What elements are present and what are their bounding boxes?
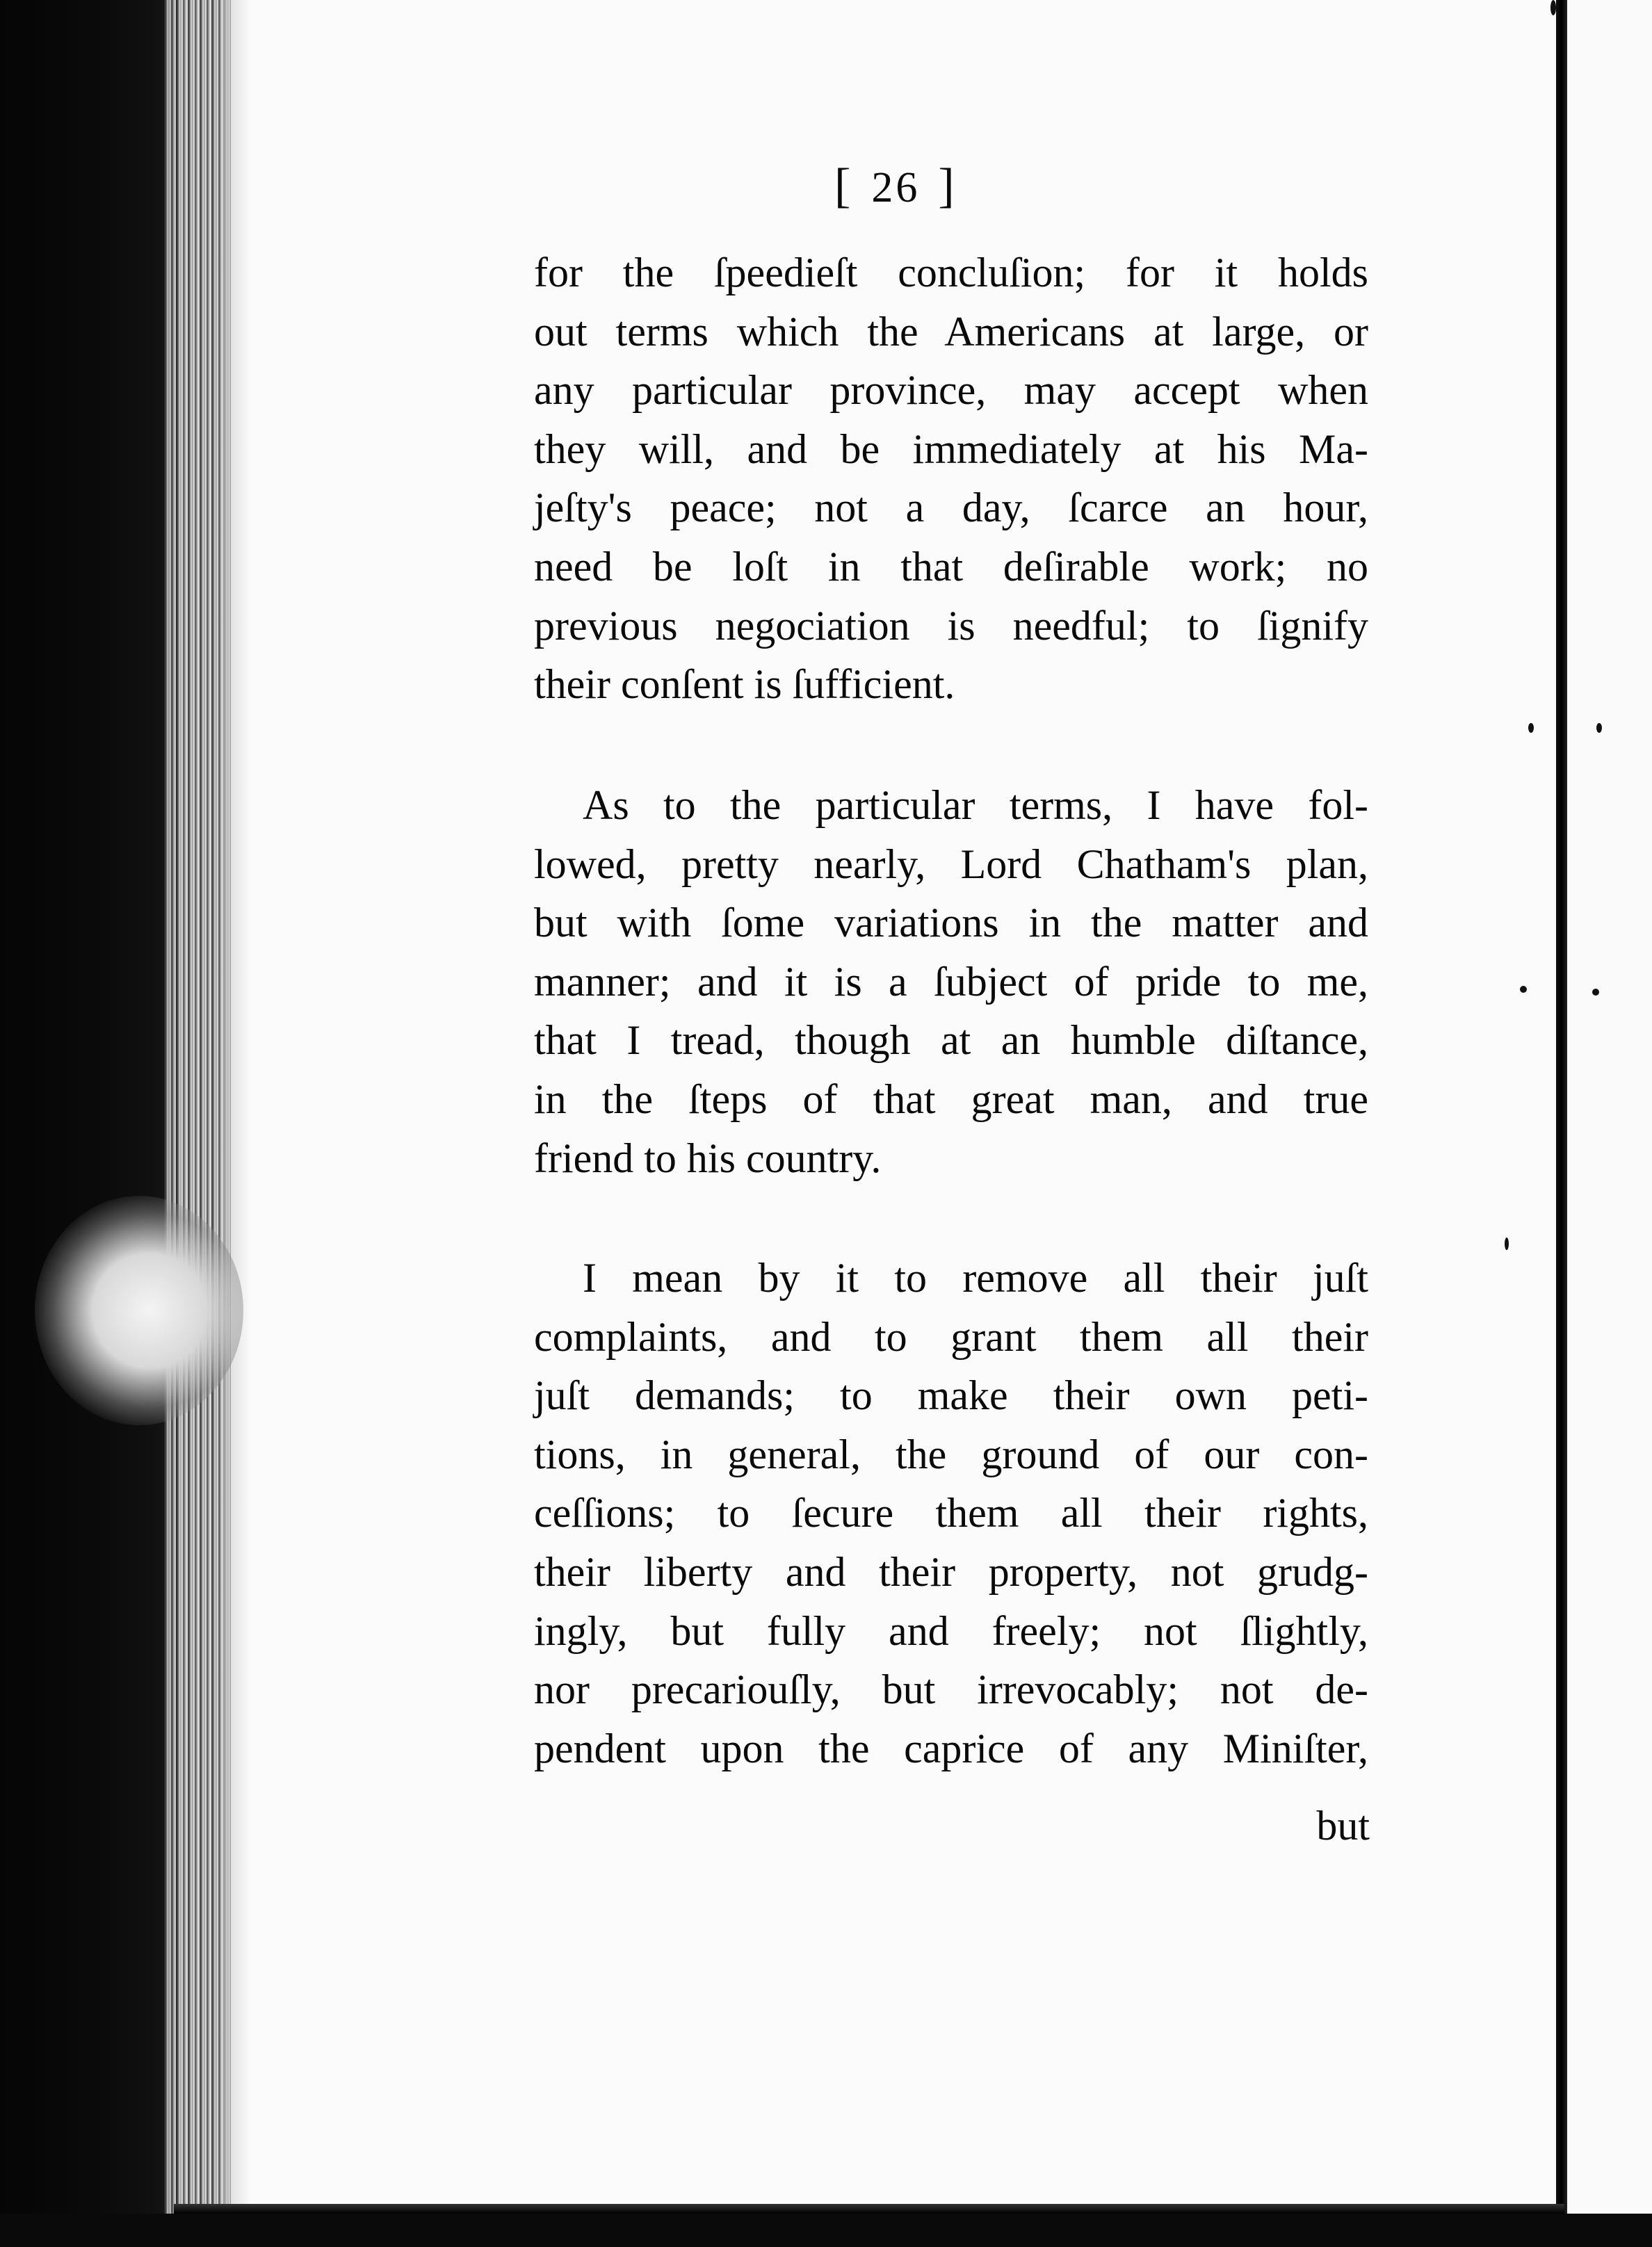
text-line: previous negociation is needful; to ſignify [534, 602, 1368, 649]
ink-speck [1520, 986, 1527, 993]
text-line: any particular province, may accept when [534, 367, 1368, 414]
text-line: complaints, and to grant them all their [534, 1313, 1368, 1360]
text-line: friend to his country. [534, 1135, 882, 1181]
right-margin [1567, 0, 1652, 2247]
text-line: their liberty and their property, not grudg- [534, 1548, 1368, 1595]
ink-speck [1596, 723, 1602, 733]
paragraph-1 [534, 243, 1368, 714]
gutter-shadow [222, 0, 250, 2247]
text-line: ceſſions; to ſecure them all their rights, [534, 1490, 1368, 1536]
ink-speck [1592, 989, 1599, 996]
page-gutter [164, 0, 231, 2247]
paragraph-2 [534, 776, 1368, 1187]
bottom-page-edge [174, 2204, 1564, 2214]
binding-stain [35, 1196, 243, 1425]
bracket-right: ] [938, 159, 957, 213]
catchword: but [1316, 1803, 1370, 1849]
ink-speck [1550, 0, 1556, 15]
text-line: but with ſome variations in the matter and [534, 900, 1368, 946]
text-line: manner; and it is a ſubject of pride to me, [534, 958, 1368, 1005]
bracket-left: [ [834, 159, 854, 213]
text-line: juſt demands; to make their own peti- [534, 1372, 1368, 1419]
text-line: tions, in general, the ground of our con- [534, 1431, 1368, 1477]
page-number [834, 159, 1043, 214]
paragraph-3 [534, 1249, 1368, 1778]
ink-speck [1528, 723, 1534, 733]
page-number-value: 26 [871, 164, 921, 211]
text-line: nor precariouſly, but irrevocably; not de- [534, 1666, 1368, 1713]
text-line: ingly, but fully and freely; not ſlightly, [534, 1607, 1368, 1654]
text-line: in the ſteps of that great man, and true [534, 1076, 1368, 1122]
ink-speck [1505, 1238, 1509, 1250]
text-line: I mean by it to remove all their juſt [583, 1255, 1368, 1301]
bottom-margin [0, 2214, 1652, 2247]
text-line: jeſty's peace; not a day, ſcarce an hour, [534, 485, 1368, 531]
text-line: their conſent is ſufficient. [534, 661, 955, 708]
text-line: that I tread, though at an humble diſtance, [534, 1017, 1368, 1064]
right-page-edge [1556, 0, 1567, 2247]
text-line: need be loſt in that deſirable work; no [534, 543, 1368, 590]
text-line: pendent upon the caprice of any Miniſter, [534, 1725, 1368, 1771]
text-line: lowed, pretty nearly, Lord Chatham's plan, [534, 841, 1368, 887]
text-line: they will, and be immediately at his Ma- [534, 425, 1368, 472]
text-line: As to the particular terms, I have fol- [583, 782, 1368, 828]
book-spine [0, 0, 179, 2247]
text-line: for the ſpeedieſt concluſion; for it holds [534, 250, 1368, 295]
text-line: out terms which the Americans at large, or [534, 308, 1368, 355]
